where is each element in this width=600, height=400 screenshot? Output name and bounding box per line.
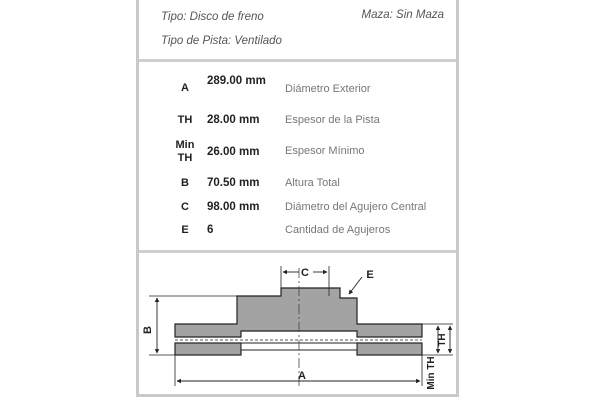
track-type-label: Tipo de Pista: Ventilado bbox=[161, 35, 282, 47]
disc-upper-section bbox=[175, 288, 422, 337]
spec-value: 26.00 mm bbox=[207, 146, 260, 158]
dimension-c-label: C bbox=[301, 267, 309, 279]
spec-description: Altura Total bbox=[285, 177, 340, 189]
spec-code: TH bbox=[177, 114, 193, 126]
dimension-e-leader bbox=[349, 277, 362, 294]
spec-code: E bbox=[181, 224, 189, 236]
dimension-a bbox=[175, 355, 422, 386]
disc-lower-right-plate bbox=[357, 343, 422, 355]
dimension-min-th-label: Min TH bbox=[426, 356, 437, 390]
type-label: Tipo: Disco de freno bbox=[161, 11, 264, 23]
spec-description: Cantidad de Agujeros bbox=[285, 224, 391, 236]
spec-code: A bbox=[181, 82, 189, 94]
spec-sheet-frame bbox=[136, 0, 459, 397]
spec-description: Diámetro del Agujero Central bbox=[285, 201, 427, 213]
header-divider bbox=[139, 59, 456, 62]
dimension-e-label: E bbox=[366, 269, 374, 281]
spec-code: Min TH bbox=[175, 139, 195, 164]
diagram-divider bbox=[139, 250, 456, 253]
spec-value: 289.00 mm bbox=[207, 75, 266, 87]
disc-lower-left-plate bbox=[175, 343, 241, 355]
dimension-a-label: A bbox=[298, 370, 306, 382]
dimension-th bbox=[422, 324, 453, 355]
hub-label: Maza: Sin Maza bbox=[361, 9, 444, 21]
spec-value: 70.50 mm bbox=[207, 177, 260, 189]
spec-code: B bbox=[181, 177, 189, 189]
spec-code: C bbox=[181, 201, 189, 213]
spec-description: Espesor Mínimo bbox=[285, 145, 365, 157]
dimension-th-label: TH bbox=[437, 333, 448, 347]
spec-description: Diámetro Exterior bbox=[285, 83, 371, 95]
dimension-e bbox=[349, 269, 374, 294]
spec-value: 98.00 mm bbox=[207, 201, 260, 213]
spec-description: Espesor de la Pista bbox=[285, 114, 380, 126]
spec-value: 28.00 mm bbox=[207, 114, 260, 126]
spec-value: 6 bbox=[207, 224, 214, 236]
disc-section-outline bbox=[175, 288, 422, 355]
brake-disc-cross-section bbox=[139, 258, 456, 394]
dimension-b-label: B bbox=[142, 326, 154, 334]
